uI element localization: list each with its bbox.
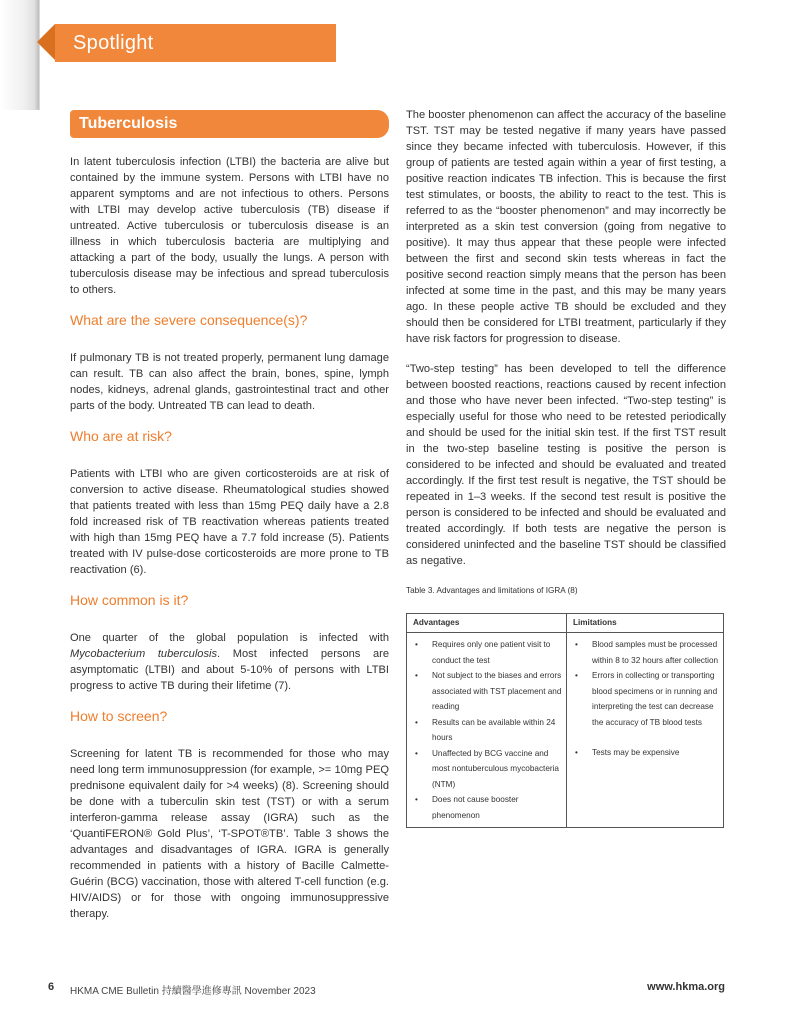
- igra-table: [406, 613, 724, 828]
- section-heading: How common is it?: [70, 592, 189, 608]
- two-step-paragraph: “Two-step testing” has been developed to tell the difference between boosted reactions, reactions caused by recent infection and those who have never been infected. “Two-step testing” is especially useful for those who need to be retested periodically and should be used for the initial skin test. If the first TST result in the two-step baseline testing is positive the person is considered to be infected and should be evaluated and treated accordingly. If the first test result is negative, the TST should be repeated in 1–3 weeks. If the second test result is positive the person is considered to be infected and should be evaluated and treated accordingly. If both tests are negative the person is considered uninfected and the baseline TST should be classified as negative.: [406, 363, 726, 567]
- list-item: • Blood samples must be processed within 8 to 32 hours after collection: [571, 637, 719, 668]
- intro-paragraph: In latent tuberculosis infection (LTBI) the bacteria are alive but contained by the immune system. Persons with LTBI have no apparent symptoms and are not infectious to others. Persons with LTBI may develop active tuberculosis (TB) disease if untreated. Active tuberculosis or tuberculosis disease is an illness in which tuberculosis bacteria are multiplying and attacking a part of the body, usually the lungs. A person with tuberculosis disease may be infectious and spread tuberculosis to others.: [70, 156, 389, 296]
- section-body: If pulmonary TB is not treated properly, permanent lung damage can result. TB can also affect the brain, bones, spine, lymph nodes, kidneys, adrenal glands, gastrointestinal tract and other parts of the body. Untreated TB can lead to death.: [70, 352, 389, 412]
- left-column: [70, 110, 389, 936]
- booster-paragraph: The booster phenomenon can affect the accuracy of the baseline TST. TST may be tested negative if many years have passed since they became infected with tuberculosis. However, if this group of patients are tested again within a year of first testing, a positive reaction indicates TB infection. This is because the first test stimulates, or boosts, the ability to react to the test. This is referred to as the “booster phenomenon” and may incorrectly be interpreted as a skin test conversion (going from negative to positive). It may thus appear that these people were infected between the first and second skin tests whereas in fact the positive second reaction simply means that the person has been infected at some time in the past, and this may be many years ago. In these people active TB should be excluded and they should then be considered for LTBI treatment, particularly if they have risk factors for progression to disease.: [406, 109, 726, 345]
- table-caption: Table 3. Advantages and limitations of IGRA (8): [406, 586, 578, 595]
- list-item: • Unaffected by BCG vaccine and most nontuberculous mycobacteria (NTM): [411, 746, 562, 793]
- section-banner: Spotlight: [55, 24, 336, 62]
- section-heading: What are the severe consequence(s)?: [70, 312, 308, 328]
- section-heading: Who are at risk?: [70, 428, 172, 444]
- advantages-list: [411, 637, 562, 823]
- limitations-cell: [567, 633, 724, 828]
- limitations-list: [571, 637, 719, 761]
- list-item: • Does not cause booster phenomenon: [411, 792, 562, 823]
- advantages-cell: [407, 633, 567, 828]
- list-item: • Not subject to the biases and errors associated with TST placement and reading: [411, 668, 562, 715]
- right-column: [406, 107, 726, 828]
- page-edge-shadow: [0, 0, 40, 110]
- list-item: • Requires only one patient visit to conduct the test: [411, 637, 562, 668]
- section-body: [70, 630, 389, 694]
- section-heading: How to screen?: [70, 708, 168, 724]
- list-item: • Results can be available within 24 hours: [411, 715, 562, 746]
- list-item: • Tests may be expensive: [571, 745, 719, 761]
- species-name: Mycobacterium tuberculosis: [70, 648, 218, 660]
- website-link[interactable]: www.hkma.org: [647, 981, 725, 993]
- article-title: Tuberculosis: [70, 110, 389, 138]
- body-text: One quarter of the global population is infected with: [70, 632, 389, 644]
- publication-name: HKMA CME Bulletin 持續醫學進修專訊 November 2023: [70, 986, 316, 997]
- header-advantages: Advantages: [407, 614, 567, 633]
- spotlight-fold: [37, 24, 55, 60]
- table-row: [407, 633, 724, 828]
- table-header-row: [407, 614, 724, 633]
- section-body: Patients with LTBI who are given corticosteroids are at risk of conversion to active disease. Rheumatological studies showed that patients treated with less than 15mg PEQ daily have a 2.8 fold increased risk of TB reactivation whereas patients treated with high than 15mg PEQ have a 7.7 fold increase (5). Patients treated with IV pulse-dose corticosteroids are more prone to TB reactivation (6).: [70, 468, 389, 576]
- header-limitations: Limitations: [567, 614, 724, 633]
- section-body: Screening for latent TB is recommended for those who may need long term immunosuppression (for example, >= 10mg PEQ prednisone equivalent daily for >4 weeks) (8). Screening should be done with a tuberculin skin test (TST) or with a serum interferon-gamma release assay (IGRA) such as the ‘QuantiFERON® Gold Plus’, ‘T-SPOT®TB’. Table 3 shows the advantages and disadvantages of IGRA. IGRA is generally recommended in patients with a history of Bacille Calmette-Guérin (BCG) vaccination, those with altered T-cell function (e.g. HIV/AIDS) or for those with ongoing immunosuppressive therapy.: [70, 748, 389, 920]
- page-number: 6: [48, 981, 55, 993]
- body-text: . Most infected persons are asymptomatic (LTBI) and about 5-10% of persons with LTBI progress to active TB during their lifetime (7).: [70, 648, 389, 692]
- list-item: • Errors in collecting or transporting blood specimens or in running and interpreting the test can decrease the accuracy of TB blood tests: [571, 668, 719, 730]
